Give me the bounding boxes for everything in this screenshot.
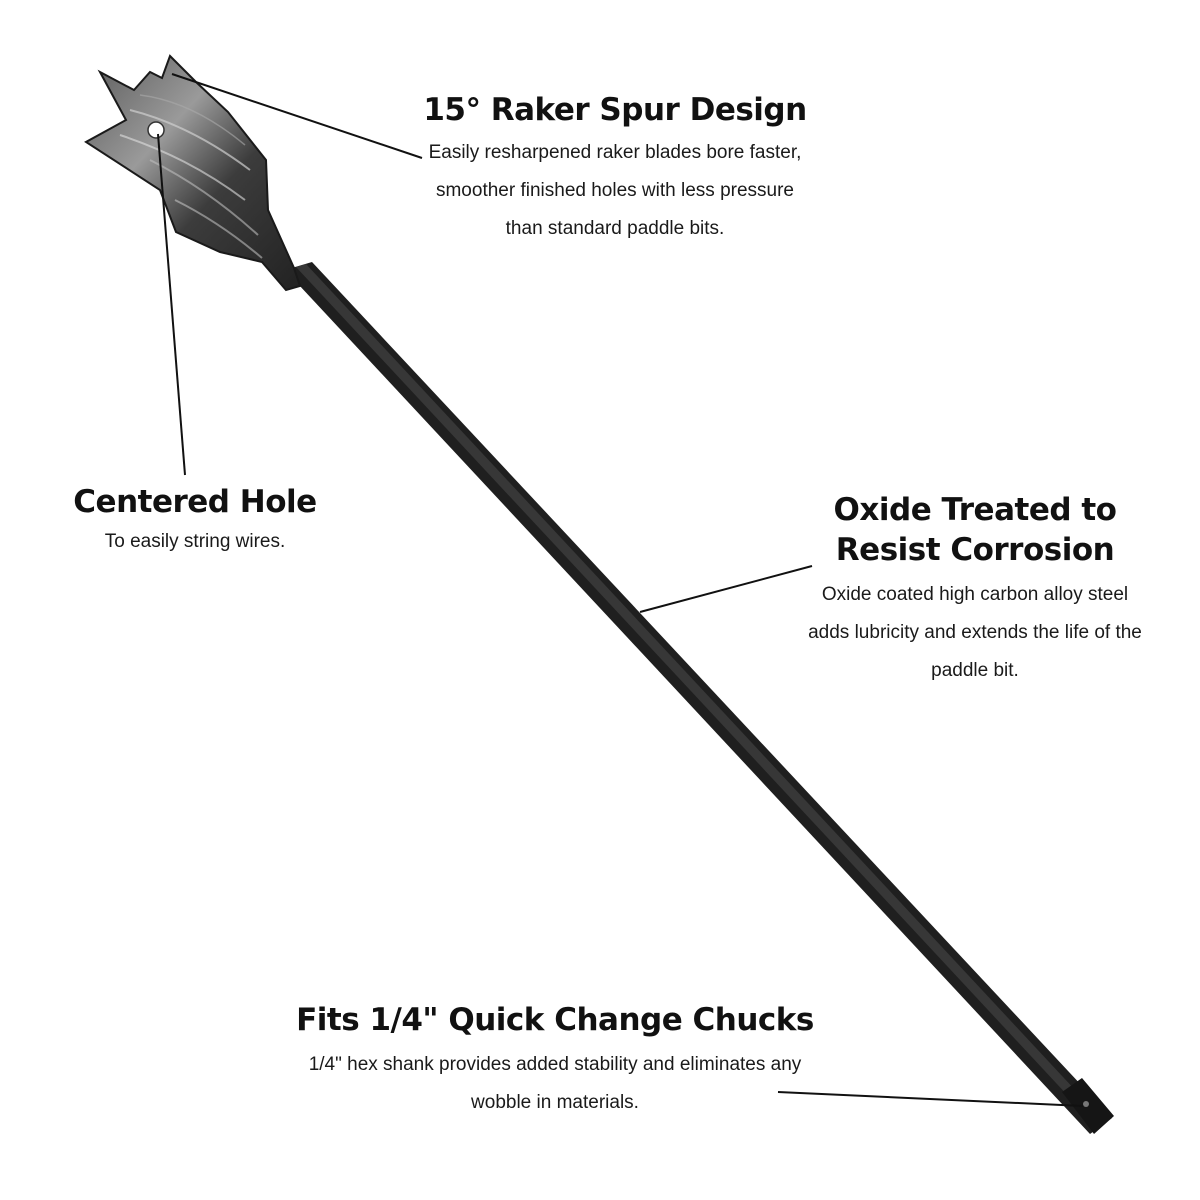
- center-hole: [148, 122, 164, 138]
- oxide-description: Oxide coated high carbon alloy steel adds lubricity and extends the life of the paddle bit.: [808, 584, 1142, 681]
- oxide-title: Oxide Treated to Resist Corrosion: [833, 492, 1117, 568]
- leader-line-oxide: [640, 566, 812, 612]
- chuck-title: Fits 1/4" Quick Change Chucks: [296, 1002, 814, 1038]
- leader-line-chuck: [778, 1092, 1083, 1106]
- callout-oxide-treated: [805, 490, 1145, 690]
- spade-blade: [86, 56, 300, 290]
- raker-title: 15° Raker Spur Design: [423, 92, 807, 128]
- raker-description: Easily resharpened raker blades bore faster, smoother finished holes with less pressure than standard paddle bits.: [428, 142, 802, 239]
- callout-quick-change-chuck: [290, 1000, 820, 1122]
- callout-raker-spur: [415, 90, 815, 248]
- centered-hole-title: Centered Hole: [73, 484, 317, 520]
- callout-centered-hole: [55, 482, 335, 554]
- chuck-description: 1/4" hex shank provides added stability and eliminates any wobble in materials.: [308, 1054, 802, 1113]
- centered-hole-description: To easily string wires.: [104, 531, 286, 552]
